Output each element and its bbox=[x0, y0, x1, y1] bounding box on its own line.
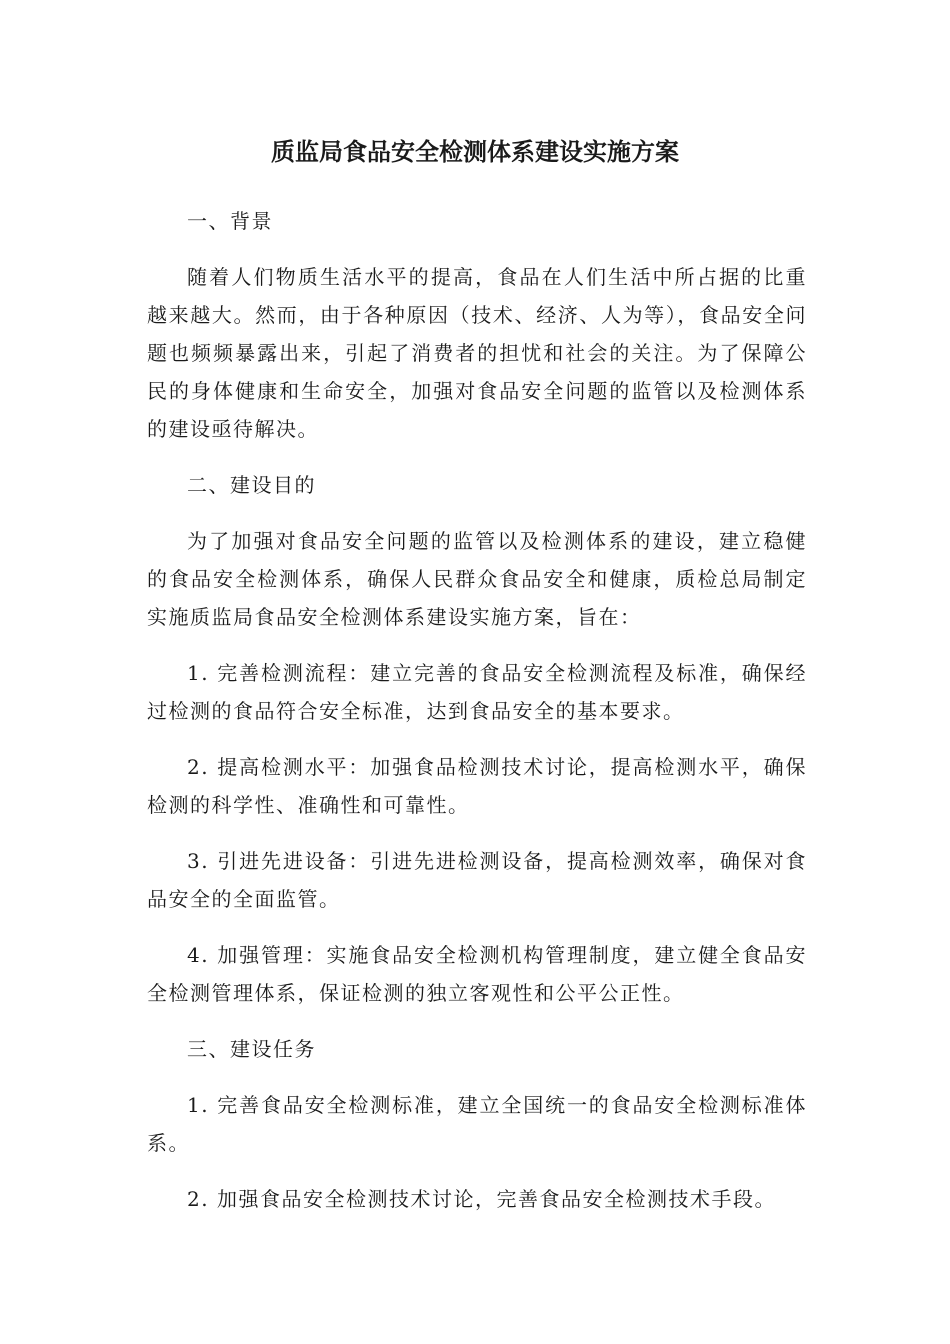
paragraph-purpose: 为了加强对食品安全问题的监管以及检测体系的建设，建立稳健的食品安全检测体系，确保人民群众食品安全和健康，质检总局制定实施质监局食品安全检测体系建设实施方案，旨在： bbox=[147, 529, 807, 629]
list-item-task-2: 2. 加强食品安全检测技术讨论，完善食品安全检测技术手段。 bbox=[187, 1187, 776, 1211]
list-item-purpose-2: 2. 提高检测水平：加强食品检测技术讨论，提高检测水平，确保检测的科学性、准确性和可靠性。 bbox=[147, 755, 807, 817]
section-heading-purpose: 二、建设目的 bbox=[187, 473, 316, 497]
list-item-purpose-4: 4. 加强管理：实施食品安全检测机构管理制度，建立健全食品安全检测管理体系，保证检测的独立客观性和公平公正性。 bbox=[147, 943, 807, 1005]
section-heading-background: 一、背景 bbox=[187, 209, 273, 233]
list-item-purpose-3: 3. 引进先进设备：引进先进检测设备，提高检测效率，确保对食品安全的全面监管。 bbox=[147, 849, 807, 911]
paragraph-background: 随着人们物质生活水平的提高，食品在人们生活中所占据的比重越来越大。然而，由于各种原因（技术、经济、人为等），食品安全问题也频频暴露出来，引起了消费者的担忧和社会的关注。为了保障公民的身体健康和生命安全，加强对食品安全问题的监管以及检测体系的建设亟待解决。 bbox=[147, 265, 807, 441]
document-title: 质监局食品安全检测体系建设实施方案 bbox=[271, 138, 679, 166]
document-body bbox=[147, 202, 807, 1236]
section-heading-tasks: 三、建设任务 bbox=[187, 1037, 316, 1061]
list-item-purpose-1: 1. 完善检测流程：建立完善的食品安全检测流程及标准，确保经过检测的食品符合安全标准，达到食品安全的基本要求。 bbox=[147, 661, 807, 723]
list-item-task-1: 1. 完善食品安全检测标准，建立全国统一的食品安全检测标准体系。 bbox=[147, 1093, 807, 1155]
